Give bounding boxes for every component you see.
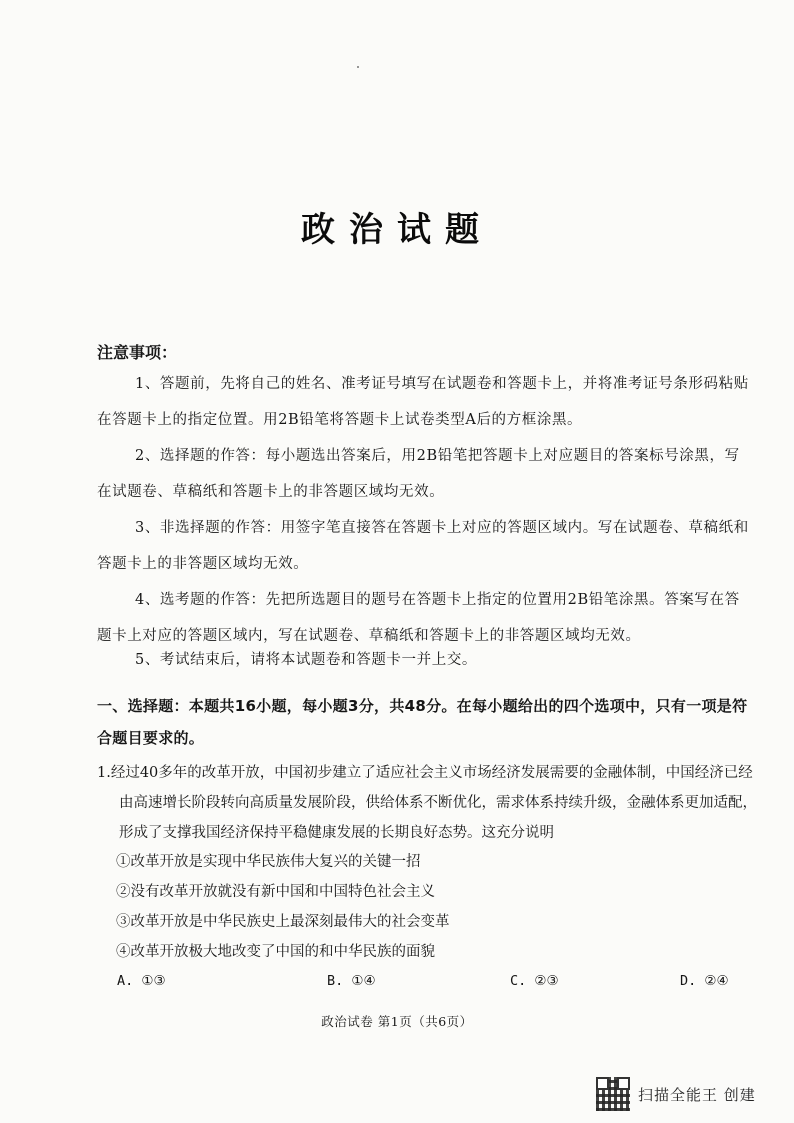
- notice-item-4: 4、选考题的作答：先把所选题目的题号在答题卡上指定的位置用2B铅笔涂黑。答案写在答题卡上对应的答题区域内，写在试题卷、草稿纸和答题卡上的非答题区域均无效。: [97, 592, 740, 644]
- notice-heading: 注意事项：: [97, 343, 178, 362]
- notice-item-5: 5、考试结束后，请将本试题卷和答题卡一并上交。: [135, 652, 478, 668]
- scanner-watermark: [596, 1075, 766, 1113]
- question-1-choice-d: D. ②④: [680, 973, 729, 989]
- question-1-statement-2: ②没有改革开放就没有新中国和中国特色社会主义: [116, 884, 435, 900]
- question-1-choice-b: B. ①④: [327, 973, 376, 989]
- question-1-statement-1: ①改革开放是实现中华民族伟大复兴的关键一招: [116, 854, 421, 870]
- question-1-statement-4: ④改革开放极大地改变了中国的和中华民族的面貌: [116, 944, 435, 960]
- notice-item-2: 2、选择题的作答：每小题选出答案后，用2B铅笔把答题卡上对应题目的答案标号涂黑，写在试题卷、草稿纸和答题卡上的非答题区域均无效。: [97, 448, 740, 500]
- notice-item-3: 3、非选择题的作答：用签字笔直接答在答题卡上对应的答题区域内。写在试题卷、草稿纸和答题卡上的非答题区域均无效。: [97, 520, 749, 572]
- page-footer: 政治试卷 第1页（共6页）: [321, 1014, 473, 1029]
- question-1-statement-3: ③改革开放是中华民族史上最深刻最伟大的社会变革: [116, 914, 450, 930]
- notice-item-1: 1、答题前，先将自己的姓名、准考证号填写在试题卷和答题卡上，并将准考证号条形码粘贴在答题卡上的指定位置。用2B铅笔将答题卡上试卷类型A后的方框涂黑。: [97, 376, 749, 428]
- question-1-choice-c: C. ②③: [510, 973, 559, 989]
- qr-code-icon: [596, 1077, 630, 1111]
- question-1-choice-a: A. ①③: [117, 973, 166, 989]
- scan-speck: [357, 66, 359, 68]
- page-title: 政治试题: [301, 210, 493, 250]
- scanner-watermark-text: 扫描全能王 创建: [638, 1085, 756, 1104]
- section-heading: 一、选择题：本题共16小题，每小题3分，共48分。在每小题给出的四个选项中，只有一项是符合题目要求的。: [97, 697, 748, 747]
- question-1-stem: 1.经过40多年的改革开放，中国初步建立了适应社会主义市场经济发展需要的金融体制，中国经济已经由高速增长阶段转向高质量发展阶段，供给体系不断优化，需求体系持续升级，金融体系更加适配，形成了支撑我国经济保持平稳健康发展的长期良好态势。这充分说明: [97, 765, 757, 841]
